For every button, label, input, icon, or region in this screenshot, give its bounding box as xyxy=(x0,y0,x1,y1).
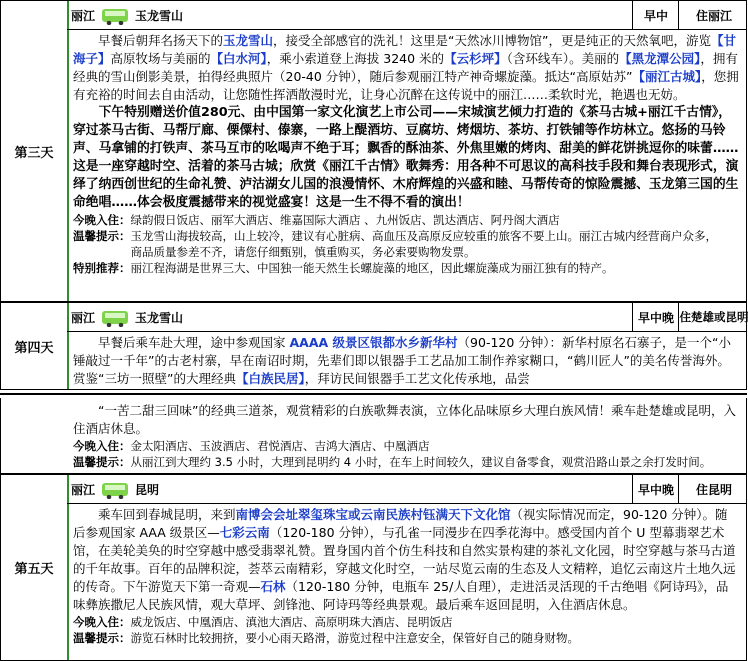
note-key: 温馨提示： xyxy=(73,631,131,645)
day5-paragraph-1 xyxy=(73,506,740,614)
text-run: （120-180 分钟），与孔雀一同漫步在四季花海中。感受国内首个 U 型幕翡翠艺术馆，在美轮美奂的时空穿越中感受翡翠礼赞。置身国内首个仿生科技和自然实景构建的茶礼文化园，时空穿越与茶马古道的千年故事。百年的品牌积淀，荟萃云南精彩，穿越文化时空，一站尽览云南的生态及人文精粹，追忆云南这片土地久远的传奇。下午游览天下第一奇观— xyxy=(73,525,736,594)
note-line xyxy=(73,228,740,244)
note-key: 今晚入住： xyxy=(73,615,131,629)
text-run: （90-120 分钟）：新华村原名石寨子，是一个“小锤敲过一千年”的古老村寨，早在南诏时期，先辈们即以银器手工艺品加工制作养家糊口，“鹤川匠人”的美名传誉海外。赏鉴“三坊一照壁”的大理经典 xyxy=(73,335,732,386)
note-key xyxy=(73,245,131,259)
day5-to: 昆明 xyxy=(135,482,160,497)
day5-meals: 早中晚 xyxy=(632,475,679,503)
day4-to: 玉龙雪山 xyxy=(135,310,184,325)
day5-header xyxy=(67,475,746,504)
highlight-text: 【云杉坪】 xyxy=(444,51,507,66)
text-run: ，乘小索道登上海拔 3240 米的 xyxy=(266,51,445,66)
text-run: 早餐后乘车赴大理，途中参观国家 xyxy=(98,335,290,350)
note-value: 金太阳酒店、玉波酒店、君悦酒店、吉鸿大酒店、中凰酒店 xyxy=(130,439,430,453)
day5-stay: 住昆明 xyxy=(678,475,748,503)
note-value: 商品质量参差不齐，请您仔细甄别，慎重购买，务必索要购物发票。 xyxy=(130,245,476,259)
note-key: 特别推荐： xyxy=(73,261,131,275)
note-line xyxy=(73,438,740,454)
text-run: ，您拥有充裕的时间去自由活动，让您随性挥洒散漫时光，让身心沉醉在这传说中的丽江……柔软时光，艳遇也无妨。 xyxy=(73,69,739,102)
highlight-text: 【白族民居】 xyxy=(235,371,305,386)
note-value: 玉龙雪山海拔较高，山上较冷，建议有心脏病、高血压及高原反应较重的旅客不要上山。丽江古城内经营商户众多， xyxy=(130,229,717,243)
day3-content xyxy=(67,1,746,301)
note-line xyxy=(73,614,740,630)
highlight-text: 石林 xyxy=(260,579,286,594)
text-run: （视实际情况而定，90-120 分钟）。随后参观国家 AAA 级景区— xyxy=(73,507,728,540)
day4-content xyxy=(67,303,746,389)
day4-continued xyxy=(0,398,747,474)
day5-body xyxy=(67,504,746,660)
note-value: 游览石林时比较拥挤，要小心雨天路滑，游览过程中注意安全，保管好自己的随身财物。 xyxy=(130,631,579,645)
highlight-text: 【黑龙潭公园】 xyxy=(619,51,701,66)
highlight-text: 【白水河】 xyxy=(210,51,267,66)
note-value: 丽江程海湖是世界三大、中国独一能天然生长螺旋藻的地区，因此螺旋藻成为丽江独有的特产。 xyxy=(130,261,614,275)
day3-body xyxy=(67,30,746,301)
highlight-text: 【甘海子】 xyxy=(73,33,737,66)
text-run: ，拥有经典的雪山倒影美景，拍得经典照片（20-40 分钟），随后参观丽江特产神奇螺旋藻。抵达“高原姑苏” xyxy=(73,51,738,84)
note-key: 今晚入住： xyxy=(73,439,131,453)
note-line xyxy=(73,630,740,646)
day3-paragraph-1 xyxy=(73,32,740,104)
day5-content xyxy=(67,475,746,660)
day4-route xyxy=(71,303,183,331)
bus-icon xyxy=(102,311,128,324)
day4-cont-body xyxy=(67,398,746,473)
highlight-text: 南博会会址翠玺珠宝或云南民族村钰满天下文化馆 xyxy=(235,507,511,522)
day5-notes xyxy=(73,614,740,646)
note-line xyxy=(73,260,740,276)
day4-cont-content xyxy=(67,398,746,473)
day4-body xyxy=(67,332,746,389)
day3-from: 丽江 xyxy=(71,8,96,23)
text-run: 乘车回到春城昆明，来到 xyxy=(98,507,236,522)
day4-block xyxy=(0,302,747,390)
note-value: 从丽江到大理约 3.5 小时，大理到昆明约 4 小时，在车上时间较久，建议自备零食，观赏沿路山景之余打发时间。 xyxy=(130,455,712,469)
bus-icon xyxy=(102,9,128,22)
day3-route xyxy=(71,1,183,29)
day4-paragraph-1 xyxy=(73,334,740,388)
note-key: 温馨提示： xyxy=(73,229,131,243)
text-run: （含环线车）。美丽的 xyxy=(506,51,620,66)
text-run: （120-180 分钟，电瓶车 25/人自理），走进活灵活现的千古绝唱《阿诗玛》，品味彝族撒尼人民族风情，观大草坪、剑锋池、阿诗玛等经典景观。最后乘车返回昆明，入住酒店休息。 xyxy=(73,579,729,612)
day4-meals: 早中晚 xyxy=(632,303,679,331)
highlight-text: 【丽江古城】 xyxy=(632,69,702,84)
day3-meals: 早中 xyxy=(632,1,679,29)
highlight-text: AAAA 级景区银都水乡新华村 xyxy=(289,335,458,350)
bus-icon xyxy=(102,483,128,496)
day3-block xyxy=(0,0,747,302)
day3-stay: 住丽江 xyxy=(678,1,748,29)
note-value: 绿韵假日饭店、丽军大酒店、维嘉国际大酒店 、九州饭店、凯达酒店、阿丹阁大酒店 xyxy=(130,213,560,227)
day3-paragraph-2: 下午特别赠送价值280元、由中国第一家文化演艺上市公司——宋城演艺倾力打造的《茶马古城+丽江千古情》，穿过茶马古街、马帮厅廊、傈僳村、傣寨，一路上醍酒坊、豆腐坊、烤烟坊、茶坊、打铁铺等作坊林立。悠扬的马铃声、马拿铺的打铁声、茶马互市的吆喝声不绝于耳；飘香的酥油茶、外焦里嫩的烤肉、甜美的鲜花饼挑逗你的味蕾……这是一座穿越时空、活着的茶马古城；欣赏《丽江千古情》歌舞秀：用各种不可思议的高科技手段和舞台表现形式，演绎了纳西创世纪的生命礼赞、泸沽湖女儿国的浪漫情怀、木府辉煌的兴盛和睦、马帮传奇的惊险震撼、玉龙第三国的生命绝唱……体会极度震撼带来的视觉盛宴！这是一生不得不看的演出！ xyxy=(73,105,739,210)
note-line xyxy=(73,454,740,470)
day3-header xyxy=(67,1,746,30)
highlight-text: 七彩云南 xyxy=(219,525,270,540)
day4-stay: 住楚雄或昆明 xyxy=(678,303,748,331)
highlight-text: 玉龙雪山 xyxy=(223,33,274,48)
text-run: ，拜访民间银器手工艺文化传承地，品尝 xyxy=(304,371,530,386)
text-run: 高原牧场与美丽的 xyxy=(110,51,211,66)
note-line xyxy=(73,244,740,260)
day5-label: 第五天 xyxy=(1,475,69,660)
day3-notes xyxy=(73,212,740,276)
day5-route xyxy=(71,475,159,503)
page-divider xyxy=(0,393,747,395)
day5-from: 丽江 xyxy=(71,482,96,497)
day3-to: 玉龙雪山 xyxy=(135,8,184,23)
day4-notes xyxy=(73,438,740,470)
day3-label: 第三天 xyxy=(1,1,69,301)
day4-label: 第四天 xyxy=(1,303,69,389)
note-key: 今晚入住： xyxy=(73,213,131,227)
day4-from: 丽江 xyxy=(71,310,96,325)
note-line xyxy=(73,212,740,228)
note-value: 威龙饭店、中凰酒店、滇池大酒店、高原明珠大酒店、昆明饭店 xyxy=(130,615,453,629)
text-run: 早餐后朝拜名扬天下的 xyxy=(98,33,224,48)
note-key: 温馨提示： xyxy=(73,455,131,469)
text-run: ，接受全部感官的洗礼！这里是“天然冰川博物馆”，更是纯正的天然氧吧，游览 xyxy=(273,33,711,48)
day5-block xyxy=(0,474,747,661)
day4-header xyxy=(67,303,746,332)
day4-paragraph-2: “一苦二甜三回味”的经典三道茶，观赏精彩的白族歌舞表演，立体化品味原乡大理白族风情！乘车赴楚雄或昆明，入住酒店休息。 xyxy=(73,403,736,436)
